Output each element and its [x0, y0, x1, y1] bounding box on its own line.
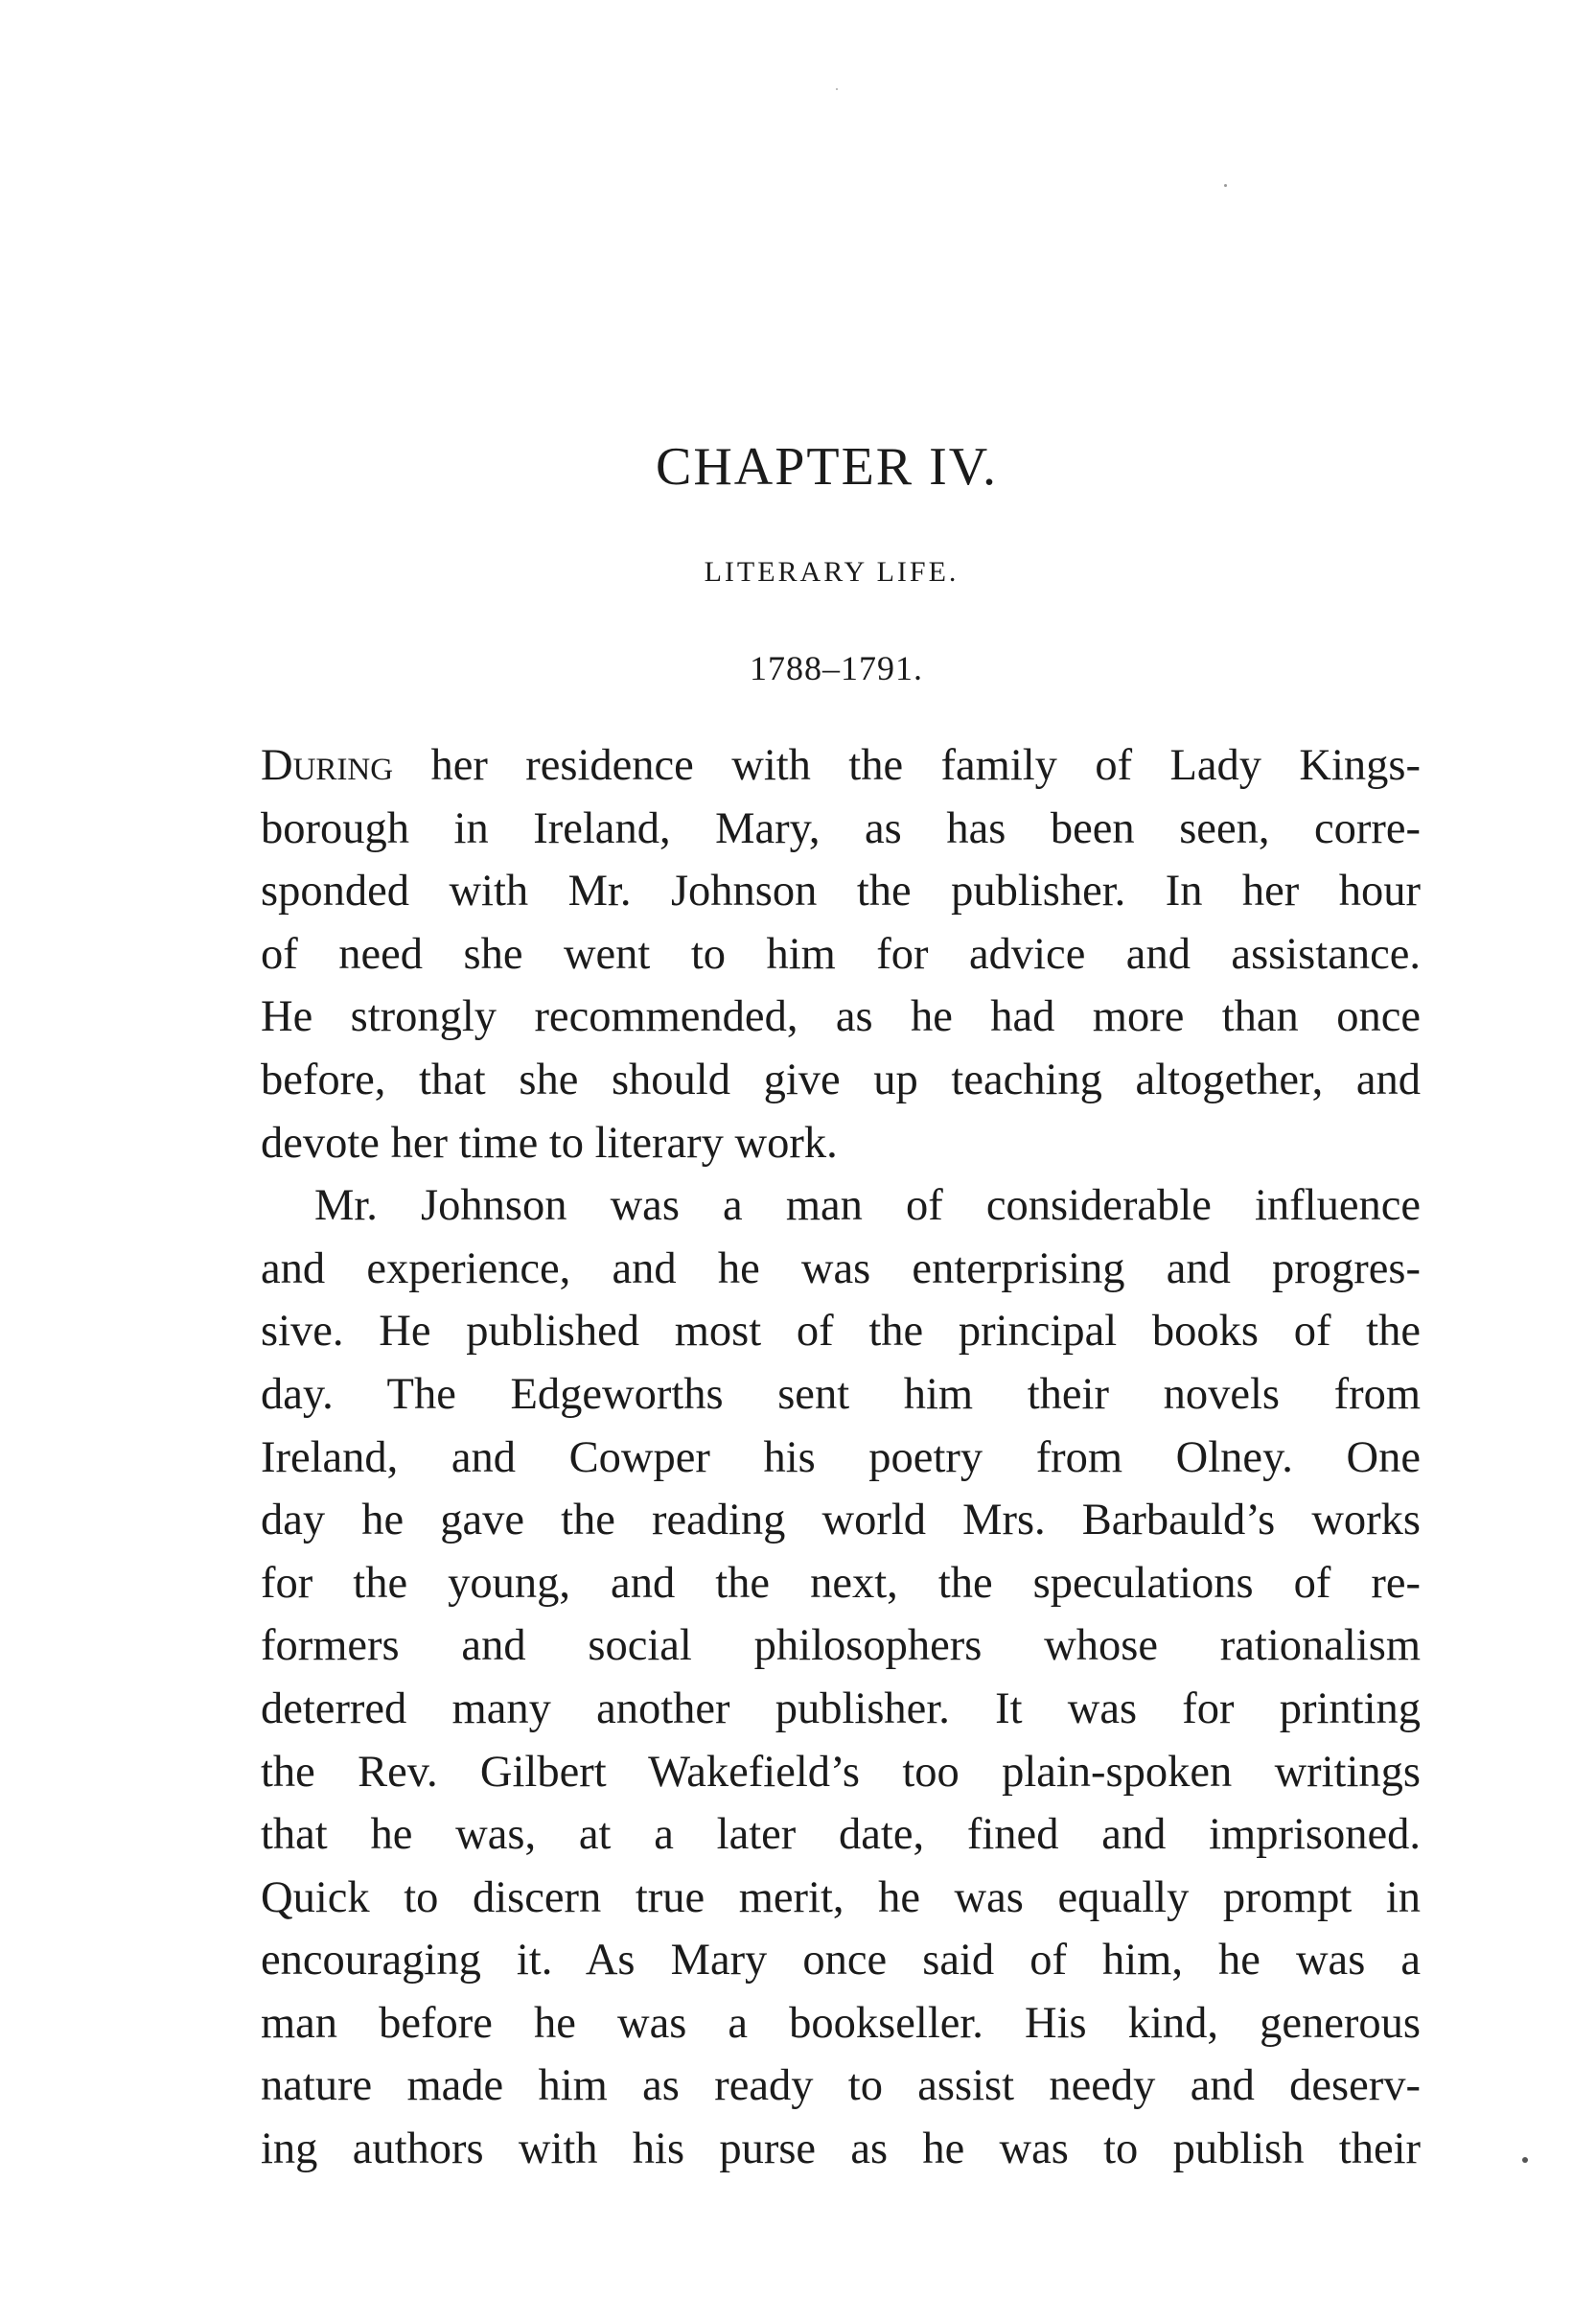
chapter-title: CHAPTER IV.: [655, 437, 998, 497]
chapter-dates: 1788–1791.: [750, 649, 923, 687]
text-line: the Rev. Gilbert Wakefield’s too plain-spoken writings: [261, 1747, 1421, 1797]
scan-speck: [836, 88, 838, 90]
text-line: borough in Ireland, Mary, as has been seen, corre-: [261, 803, 1421, 853]
text-line: man before he was a bookseller. His kind, generous: [261, 1998, 1421, 2048]
text-line: that he was, at a later date, fined and imprisoned.: [261, 1810, 1421, 1860]
text-line: before, that she should give up teaching altogether, and: [261, 1055, 1421, 1104]
text-line: Quick to discern true merit, he was equally prompt in: [261, 1872, 1421, 1922]
text-line: ing authors with his purse as he was to publish their: [261, 2125, 1421, 2174]
text-line-content: her residence with the family of Lady Kings-: [393, 741, 1421, 790]
text-line: encouraging it. As Mary once said of him, he was a: [261, 1936, 1421, 1985]
scan-speck: [1224, 184, 1227, 187]
paragraph-1: [261, 734, 1421, 1174]
text-line: day. The Edgeworths sent him their novels from: [261, 1369, 1421, 1419]
text-line: devote her time to literary work.: [261, 1118, 838, 1168]
text-line: [261, 734, 1421, 798]
text-line: Ireland, and Cowper his poetry from Olney. One: [261, 1432, 1421, 1482]
text-line: sive. He published most of the principal books of the: [261, 1307, 1421, 1357]
text-line: of need she went to him for advice and assistance.: [261, 929, 1421, 979]
paragraph-2: [261, 1174, 1421, 2181]
text-line: formers and social philosophers whose rationalism: [261, 1621, 1421, 1671]
text-line: deterred many another publisher. It was for printing: [261, 1683, 1421, 1733]
scan-speck: [1522, 2157, 1528, 2163]
text-line: He strongly recommended, as he had more than once: [261, 992, 1421, 1042]
text-line: nature made him as ready to assist needy and deserv-: [261, 2061, 1421, 2111]
opening-word: During: [261, 741, 394, 790]
text-line: Mr. Johnson was a man of considerable influence: [314, 1181, 1421, 1231]
body-text: [261, 734, 1421, 2181]
text-line: for the young, and the next, the speculations of re-: [261, 1558, 1421, 1608]
text-line: sponded with Mr. Johnson the publisher. In her hour: [261, 867, 1421, 917]
text-line: and experience, and he was enterprising and progres-: [261, 1243, 1421, 1293]
section-title: LITERARY LIFE.: [704, 556, 960, 588]
text-line: day he gave the reading world Mrs. Barbauld’s works: [261, 1496, 1421, 1545]
